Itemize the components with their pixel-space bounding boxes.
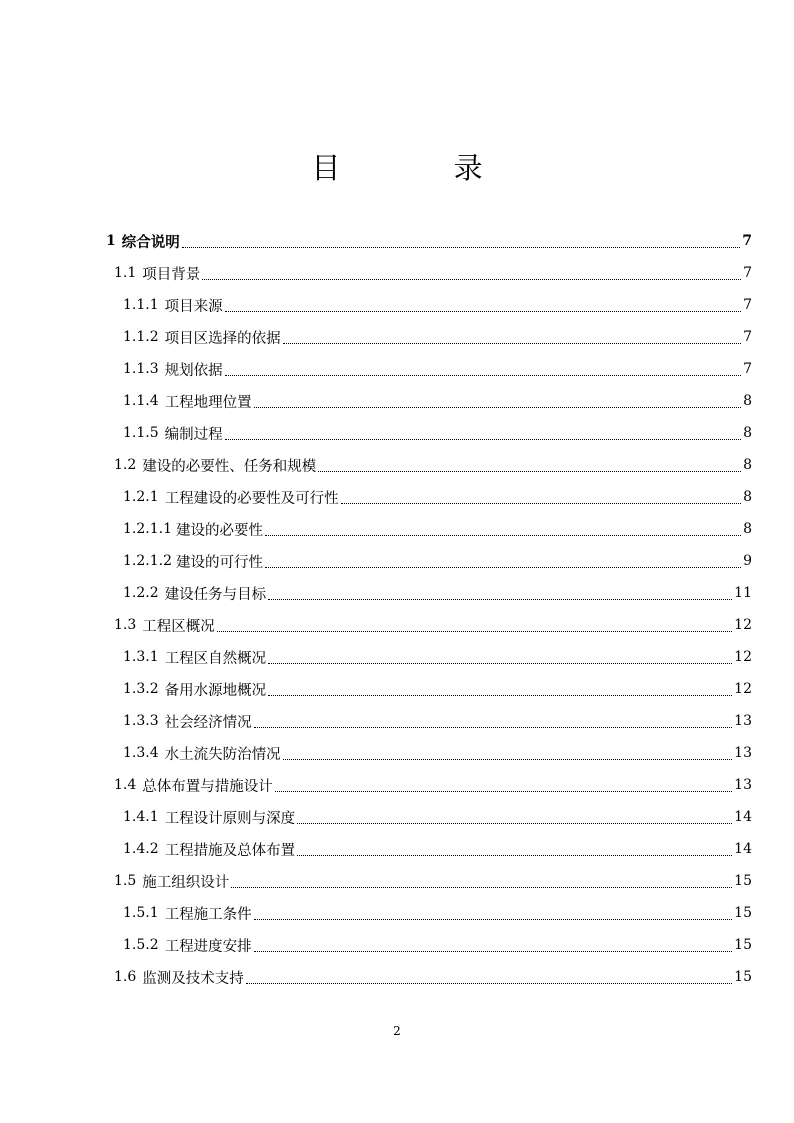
toc-entry-title: 综合说明: [121, 234, 180, 251]
toc-entry-number: 1.2.1: [123, 489, 159, 505]
dot-leader: [254, 726, 733, 728]
toc-entry[interactable]: [0, 449, 794, 481]
toc-entry-title: 建设的可行性: [175, 554, 263, 571]
toc-entry-number: 1.3.1: [123, 649, 159, 665]
dot-leader: [341, 502, 741, 504]
toc-entry-number: 1: [106, 233, 116, 249]
toc-entry-title: 工程区自然概况: [164, 650, 267, 667]
dot-leader: [225, 310, 741, 312]
dot-leader: [268, 598, 732, 600]
toc-entry-title: 建设的必要性、任务和规模: [142, 458, 317, 475]
toc-entry-page: 7: [743, 265, 752, 281]
toc-entry-page: 14: [734, 809, 752, 825]
toc-entry-page: 13: [734, 777, 752, 793]
toc-entry[interactable]: [0, 321, 794, 353]
toc-entry[interactable]: [0, 801, 794, 833]
toc-entry[interactable]: [0, 769, 794, 801]
toc-entry-page: 7: [743, 361, 752, 377]
toc-entry-title: 建设的必要性: [175, 522, 263, 539]
toc-entry[interactable]: [0, 257, 794, 289]
toc-entry[interactable]: [0, 385, 794, 417]
toc-entry-page: 12: [734, 617, 752, 633]
dot-leader: [268, 694, 732, 696]
dot-leader: [268, 662, 732, 664]
toc-entry-title: 工程区概况: [142, 618, 215, 635]
dot-leader: [231, 886, 732, 888]
toc-entry-number: 1.1.3: [123, 361, 159, 377]
dot-leader: [225, 438, 741, 440]
toc-entry-number: 1.2.1.1: [123, 521, 172, 537]
toc-entry-number: 1.5.1: [123, 905, 159, 921]
dot-leader: [254, 406, 741, 408]
toc-entry-title: 工程建设的必要性及可行性: [164, 490, 339, 507]
toc-entry-page: 14: [734, 841, 752, 857]
toc-entry-page: 7: [742, 233, 752, 249]
toc-entry-number: 1.4.1: [123, 809, 159, 825]
toc-entry[interactable]: [0, 545, 794, 577]
toc-entry[interactable]: [0, 897, 794, 929]
toc-entry-number: 1.2: [114, 457, 137, 473]
toc-entry-number: 1.1.5: [123, 425, 159, 441]
toc-entry-number: 1.1: [114, 265, 137, 281]
toc-entry-title: 工程地理位置: [164, 394, 252, 411]
dot-leader: [318, 470, 741, 472]
toc-entry-title: 工程进度安排: [164, 938, 252, 955]
dot-leader: [265, 534, 741, 536]
toc-entry-number: 1.1.2: [123, 329, 159, 345]
toc-entry-number: 1.3.3: [123, 713, 159, 729]
toc-entry-page: 15: [734, 905, 752, 921]
toc-entry[interactable]: [0, 865, 794, 897]
toc-entry-page: 9: [743, 553, 752, 569]
toc-entry-page: 13: [734, 745, 752, 761]
toc-entry-page: 8: [743, 521, 752, 537]
toc-entry[interactable]: [0, 353, 794, 385]
dot-leader: [246, 982, 732, 984]
toc-entry-page: 13: [734, 713, 752, 729]
toc-entry[interactable]: [0, 577, 794, 609]
toc-entry-title: 工程设计原则与深度: [164, 810, 296, 827]
toc-entry-number: 1.2.2: [123, 585, 159, 601]
dot-leader: [297, 854, 732, 856]
toc-entry-number: 1.2.1.2: [123, 553, 172, 569]
toc-entry-title: 社会经济情况: [164, 714, 252, 731]
toc-entry-number: 1.3.2: [123, 681, 159, 697]
toc-entry[interactable]: [0, 609, 794, 641]
toc-entry-page: 7: [743, 297, 752, 313]
dot-leader: [202, 278, 741, 280]
toc-entry[interactable]: [0, 673, 794, 705]
toc-entry-number: 1.1.4: [123, 393, 159, 409]
toc-entry-number: 1.4.2: [123, 841, 159, 857]
toc-entry-title: 工程施工条件: [164, 906, 252, 923]
toc-entry-page: 15: [734, 937, 752, 953]
toc-entry-page: 8: [743, 489, 752, 505]
toc-entry-title: 工程措施及总体布置: [164, 842, 296, 859]
toc-entry-page: 15: [734, 873, 752, 889]
toc-entry-title: 项目背景: [142, 266, 201, 283]
toc-entry-number: 1.3.4: [123, 745, 159, 761]
toc-entry-title: 项目来源: [164, 298, 223, 315]
dot-leader: [275, 790, 732, 792]
toc-entry[interactable]: [0, 929, 794, 961]
dot-leader: [217, 630, 732, 632]
toc-entry-page: 7: [743, 329, 752, 345]
dot-leader: [254, 950, 733, 952]
toc-entry-title: 总体布置与措施设计: [142, 778, 273, 795]
toc-entry[interactable]: [0, 961, 794, 993]
toc-entry[interactable]: [0, 289, 794, 321]
toc-entry-title: 水土流失防治情况: [164, 746, 281, 763]
toc-entry[interactable]: [0, 225, 794, 257]
page-title: 目 录: [311, 151, 535, 185]
toc-entry-title: 编制过程: [164, 426, 223, 443]
toc-entry-page: 12: [734, 681, 752, 697]
toc-entry-number: 1.5.2: [123, 937, 159, 953]
toc-entry-title: 施工组织设计: [142, 874, 230, 891]
toc-entry-number: 1.4: [114, 777, 137, 793]
toc-entry-number: 1.6: [114, 969, 137, 985]
toc-entry-page: 11: [734, 585, 752, 601]
toc-entry-title: 规划依据: [164, 362, 223, 379]
toc-entry-title: 监测及技术支持: [142, 970, 244, 987]
toc-entry[interactable]: [0, 481, 794, 513]
table-of-contents: [0, 225, 794, 993]
toc-entry-title: 建设任务与目标: [164, 586, 267, 603]
dot-leader: [297, 822, 732, 824]
dot-leader: [283, 342, 741, 344]
dot-leader: [283, 758, 733, 760]
toc-entry-page: 8: [743, 425, 752, 441]
toc-entry[interactable]: [0, 833, 794, 865]
dot-leader: [225, 374, 741, 376]
toc-entry[interactable]: [0, 737, 794, 769]
page-number: 2: [393, 1024, 401, 1038]
dot-leader: [254, 918, 733, 920]
dot-leader: [265, 566, 741, 568]
toc-entry-title: 备用水源地概况: [164, 682, 267, 699]
toc-entry-number: 1.3: [114, 617, 137, 633]
toc-entry-page: 8: [743, 393, 752, 409]
toc-entry-page: 12: [734, 649, 752, 665]
toc-entry-page: 15: [734, 969, 752, 985]
toc-entry-page: 8: [743, 457, 752, 473]
toc-entry[interactable]: [0, 513, 794, 545]
toc-entry[interactable]: [0, 417, 794, 449]
toc-entry-title: 项目区选择的依据: [164, 330, 281, 347]
toc-entry[interactable]: [0, 705, 794, 737]
toc-entry-number: 1.1.1: [123, 297, 159, 313]
toc-entry[interactable]: [0, 641, 794, 673]
dot-leader: [182, 246, 741, 248]
toc-entry-number: 1.5: [114, 873, 137, 889]
